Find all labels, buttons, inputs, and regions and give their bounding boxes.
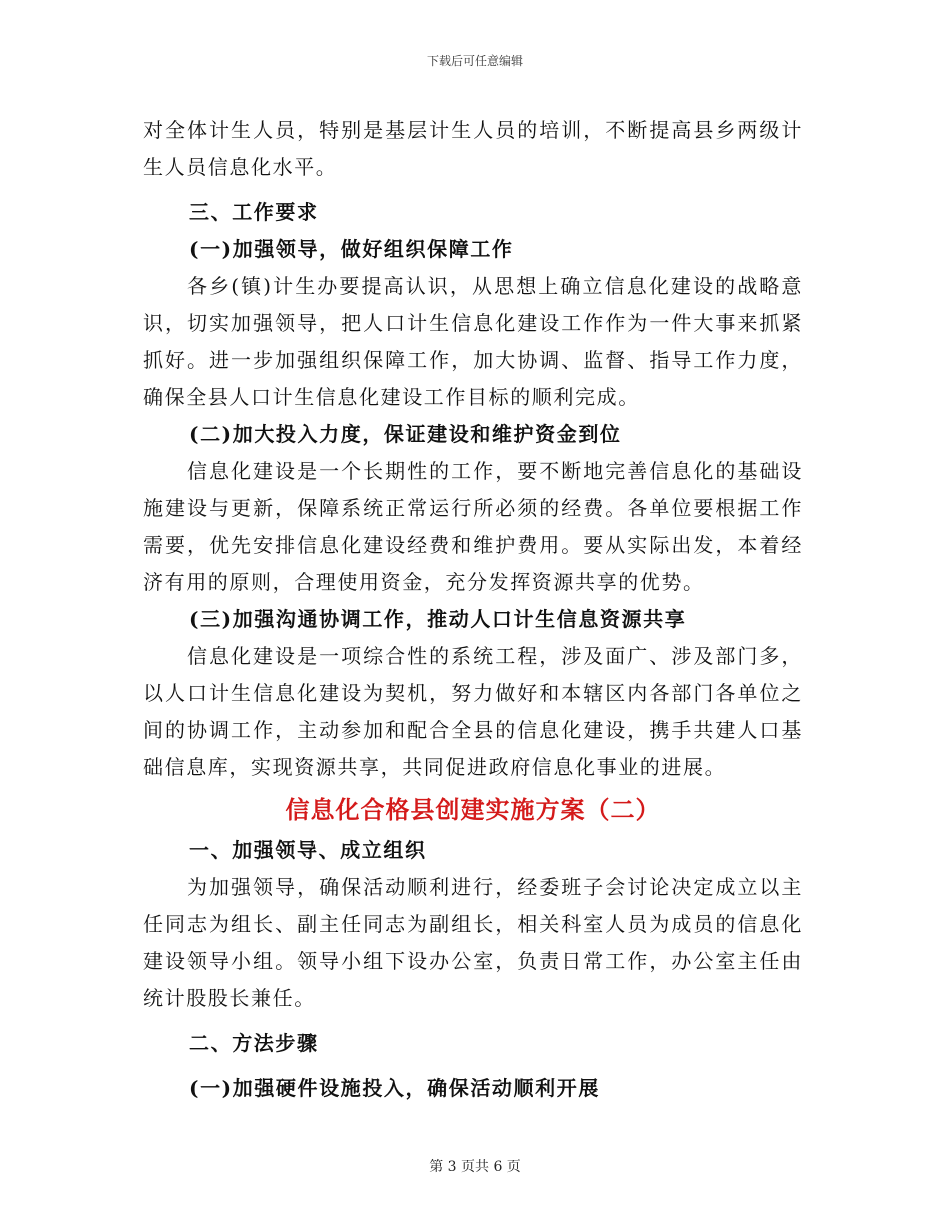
paragraph-funding: 信息化建设是一个长期性的工作，要不断地完善信息化的基础设施建设与更新，保障系统正常运行所必须的经费。各单位要根据工作需要，优先安排信息化建设经费和维护费用。要从实际出发，本着经济有用的原则，合理使用资金，充分发挥资源共享的优势。: [143, 459, 803, 594]
document-title-part-two: 信息化合格县创建实施方案（二）: [285, 795, 661, 824]
subheading-funding: (二)加大投入力度，保证建设和维护资金到位: [189, 422, 622, 446]
page-footer: 第 3 页共 6 页: [429, 1159, 521, 1175]
document-body: [143, 112, 803, 1107]
section-heading-method-steps: 二、方法步骤: [189, 1031, 319, 1055]
page-header: 下载后可任意编辑: [426, 54, 523, 68]
paragraph-leadership: 各乡(镇)计生办要提高认识，从思想上确立信息化建设的战略意识，切实加强领导，把人口计生信息化建设工作作为一件大事来抓紧抓好。进一步加强组织保障工作，加大协调、监督、指导工作力度，确保全县人口计生信息化建设工作目标的顺利完成。: [143, 274, 803, 409]
subheading-leadership: (一)加强领导，做好组织保障工作: [189, 237, 514, 261]
section-heading-organization: 一、加强领导、成立组织: [189, 838, 427, 862]
subheading-hardware: (一)加强硬件设施投入，确保活动顺利开展: [189, 1076, 600, 1100]
paragraph-coordination: 信息化建设是一项综合性的系统工程，涉及面广、涉及部门多，以人口计生信息化建设为契机，努力做好和本辖区内各部门各单位之间的协调工作，主动参加和配合全县的信息化建设，携手共建人口基础信息库，实现资源共享，共同促进政府信息化事业的进展。: [143, 644, 803, 779]
subheading-coordination: (三)加强沟通协调工作，推动人口计生信息资源共享: [189, 607, 687, 631]
paragraph-continued: 对全体计生人员，特别是基层计生人员的培训，不断提高县乡两级计生人员信息化水平。: [143, 118, 803, 179]
paragraph-organization: 为加强领导，确保活动顺利进行，经委班子会讨论决定成立以主任同志为组长、副主任同志为副组长，相关科室人员为成员的信息化建设领导小组。领导小组下设办公室，负责日常工作，办公室主任由统计股股长兼任。: [143, 875, 803, 1010]
section-heading-work-requirements: 三、工作要求: [189, 200, 319, 224]
